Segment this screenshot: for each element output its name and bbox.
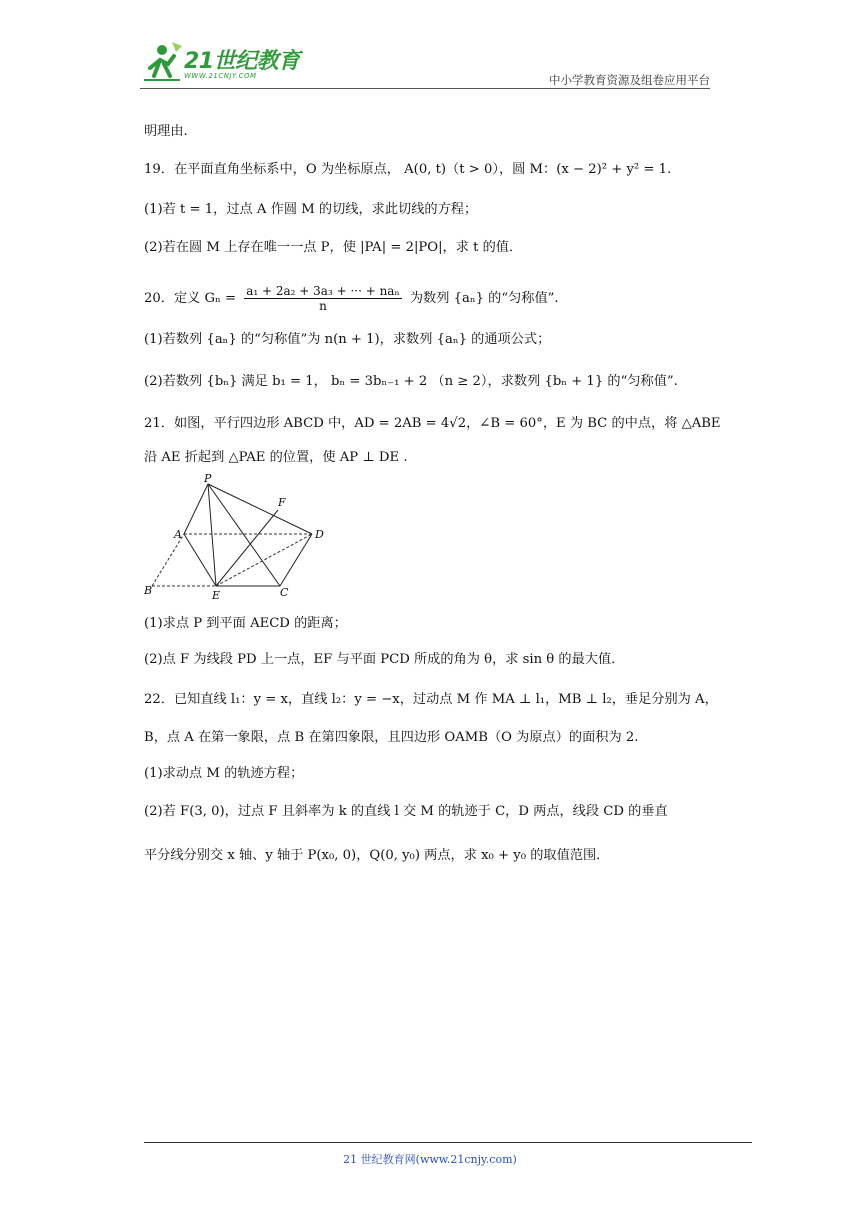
q22-intro-b: B，点 A 在第一象限，点 B 在第四象限，且四边形 OAMB（O 为原点）的面积为 2. [144, 730, 639, 745]
site-logo [140, 38, 310, 88]
q21-part2: (2)点 F 为线段 PD 上一点，EF 与平面 PCD 所成的角为 θ，求 sin θ 的最大值． [144, 652, 625, 667]
logo-text: 21世纪教育 [184, 49, 300, 74]
q22-part1: (1)求动点 M 的轨迹方程； [144, 766, 304, 781]
label-A: A [174, 528, 182, 541]
edge-PA [184, 484, 208, 534]
footer-text: 21 世纪教育网(www.21cnjy.com) [343, 1153, 517, 1166]
q21-part1: (1)求点 P 到平面 AECD 的距离； [144, 616, 347, 631]
q19-part1: (1)若 t = 1，过点 A 作圆 M 的切线，求此切线的方程； [144, 202, 478, 217]
q19-part2: (2)若在圆 M 上存在唯一一点 P，使 |PA| = 2|PO|，求 t 的值． [144, 240, 523, 255]
q22-part2-b: 平分线分别交 x 轴、y 轴于 P(x₀, 0)，Q(0, y₀) 两点，求 x₀ + y₀ 的取值范围． [144, 848, 610, 863]
platform-name: 中小学教育资源及组卷应用平台 [549, 73, 710, 87]
geometry-figure [144, 472, 334, 600]
edge-AE [184, 534, 216, 586]
label-C: C [280, 586, 289, 599]
header-divider [140, 88, 710, 89]
edge-ED-dashed [216, 534, 312, 586]
runner-logo-icon [140, 38, 184, 86]
q20-tail: 为数列 {aₙ} 的“匀称值”. [409, 291, 559, 306]
edge-BA-dashed [152, 534, 184, 586]
q22-intro-a: 22．已知直线 l₁：y = x，直线 l₂：y = −x，过动点 M 作 MA ⊥ l₁，MB ⊥ l₂，垂足分别为 A， [144, 692, 718, 707]
q22-part2-a: (2)若 F(3, 0)，过点 F 且斜率为 k 的直线 l 交 M 的轨迹于 C，D 两点，线段 CD 的垂直 [144, 804, 668, 819]
page-header [140, 38, 710, 90]
label-F: F [278, 496, 286, 509]
footer-divider [144, 1142, 752, 1143]
q20-part1: (1)若数列 {aₙ} 的“匀称值”为 n(n + 1)，求数列 {aₙ} 的通项公式； [144, 332, 551, 347]
label-P: P [204, 472, 212, 485]
label-E: E [212, 589, 221, 600]
logo-url: WWW.21CNJY.COM [184, 72, 257, 80]
q19-intro: 19．在平面直角坐标系中，O 为坐标原点， A(0, t)（t > 0），圆 M：(x − 2)² + y² = 1. [144, 162, 672, 177]
fraction [244, 284, 401, 313]
edge-PE [208, 484, 216, 586]
text-line: 明理由. [144, 124, 188, 139]
q21-intro-b: 沿 AE 折起到 △PAE 的位置，使 AP ⊥ DE . [144, 450, 408, 465]
fraction-denominator: n [319, 299, 327, 313]
edge-EF [216, 510, 278, 586]
edge-CD [280, 534, 312, 586]
q20-lead: 20．定义 Gₙ = [144, 291, 237, 306]
label-D: D [315, 528, 324, 541]
q20-part2: (2)若数列 {bₙ} 满足 b₁ = 1， bₙ = 3bₙ₋₁ + 2 （n ≥ 2），求数列 {bₙ + 1} 的“匀称值”. [144, 374, 678, 389]
q20-intro [144, 284, 559, 313]
fraction-numerator: a₁ + 2a₂ + 3a₃ + ··· + naₙ [246, 284, 400, 298]
label-B: B [144, 584, 153, 597]
q21-intro-a: 21．如图，平行四边形 ABCD 中，AD = 2AB = 4√2，∠B = 60°，E 为 BC 的中点，将 △ABE [144, 416, 721, 431]
edge-PD [208, 484, 312, 534]
